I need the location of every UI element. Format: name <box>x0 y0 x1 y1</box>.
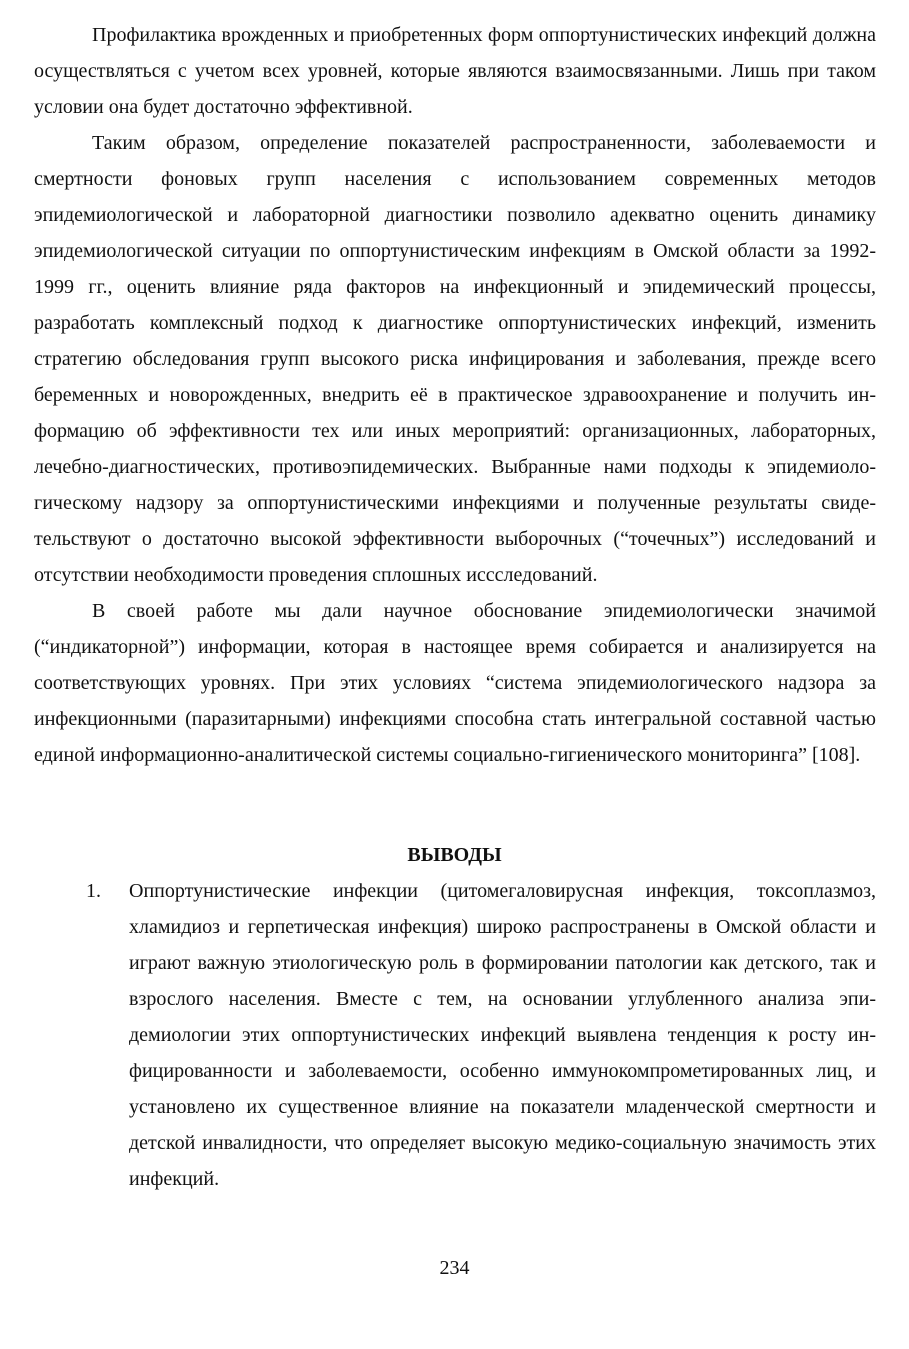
paragraph-prophylaxis: Профилактика врожденных и приобретенных форм оппортунистических инфекций должна осуществляться с учетом всех уровней, которые являются взаимосвязанными. Лишь при таком условии она будет достаточно эффективной. <box>34 24 876 118</box>
section-heading-conclusions: ВЫВОДЫ <box>407 844 502 866</box>
body-text <box>34 17 876 773</box>
paragraph-indicator-information: В своей работе мы дали научное обоснование эпидемиологически значимой (“индикаторной”) информации, которая в настоящее время собирается и анализируется на соответствующих уровнях. При этих условиях “система эпидемиологического надзора за инфекционными (паразитарными) инфекциями способна стать интегральной составной частью единой информационно-аналитической системы социально-гигиенического мониторинга” [108]. <box>34 600 876 766</box>
conclusions-list <box>86 873 876 1197</box>
conclusion-number: 1. <box>86 880 101 902</box>
conclusion-text: Оппортунистические инфекции (цитомегаловирусная инфекция, токсоплазмоз, хламидиоз и герпетическая инфекция) широко распространены в Омской области и играют важную этиологическую роль в формировании патологии как детского, так и взрослого населения. Вместе с тем, на основании углубленного анализа эпидемиологии этих оппортунистических инфекций выявлена тенденция к росту инфицированности и заболеваемости, особенно иммунокомпрометированных лиц, и установлено их существенное влияние на показатели младенческой смертности и детской инвалидности, что определяет высокую медико-социальную значимость этих инфекций. <box>129 880 876 1190</box>
paragraph-summary: Таким образом, определение показателей распространенности, заболеваемости и смертности фоновых групп населения с использованием современных методов эпидемиологической и лабораторной диагностики позволило адекватно оценить динамику эпидемиологической ситуации по оппортунистическим инфекциям в Омской области за 1992-1999 гг., оценить влияние ряда факторов на инфекционный и эпидемический процессы, разработать комплексный подход к диагностике оппортунистических инфекций, изменить стратегию обследования групп высокого риска инфицирования и заболевания, прежде всего беременных и новорожденных, внедрить её в практическое здравоохранение и получить информацию об эффективности тех или иных мероприятий: организационных, лабораторных, лечебно-диагностических, противоэпидемических. Выбранные нами подходы к эпидемиологическому надзору за оппортунистическими инфекциями и полученные результаты свидетельствуют о достаточно высокой эффективности выборочных (“точечных”) исследований и отсутствии необходимости проведения сплошных иссследований. <box>34 132 876 586</box>
conclusion-item <box>86 873 876 1197</box>
page-number: 234 <box>439 1257 470 1279</box>
